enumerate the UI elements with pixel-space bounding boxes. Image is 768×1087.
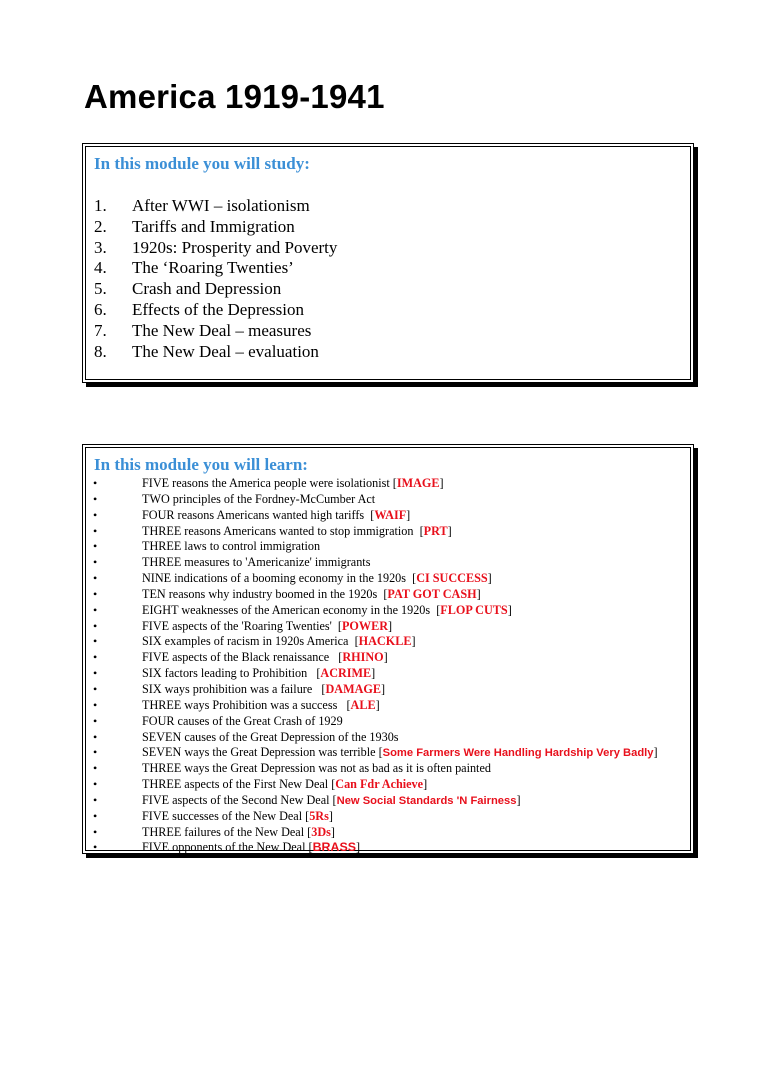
study-box xyxy=(82,143,694,383)
mnemonic-code: IMAGE xyxy=(396,476,440,490)
learn-item xyxy=(90,793,658,809)
learn-item xyxy=(90,476,658,492)
study-item-text: 1920s: Prosperity and Poverty xyxy=(132,237,338,257)
learn-item xyxy=(90,682,658,698)
study-item-text: After WWI – isolationism xyxy=(132,196,310,215)
bracket-close: ] xyxy=(406,507,411,522)
bracket-open: [ xyxy=(412,571,417,586)
bracket-close: ] xyxy=(375,697,380,712)
learn-item-text: THREE ways Prohibition was a success xyxy=(142,697,347,712)
learn-item-text: THREE measures to 'Americanize' immigrants xyxy=(142,555,371,570)
bracket-open: [ xyxy=(337,618,342,633)
study-item-number: 7. xyxy=(94,320,107,340)
bullet-icon: • xyxy=(93,586,98,601)
bracket-close: ] xyxy=(381,681,386,696)
mnemonic-code: PAT GOT CASH xyxy=(387,586,477,601)
study-item-number: 3. xyxy=(94,237,107,257)
learn-item xyxy=(90,825,658,841)
learn-item xyxy=(90,666,658,682)
bullet-icon: • xyxy=(93,681,98,696)
learn-item xyxy=(90,730,658,746)
learn-item xyxy=(90,619,658,635)
bullet-icon: • xyxy=(93,634,98,649)
bullet-icon: • xyxy=(93,602,98,617)
study-item-text: Effects of the Depression xyxy=(132,299,304,319)
study-item xyxy=(94,300,337,321)
mnemonic-code: Can Fdr Achieve xyxy=(335,777,424,792)
learn-item-text: FOUR causes of the Great Crash of 1929 xyxy=(142,713,343,728)
bracket-open: [ xyxy=(370,507,375,522)
bracket-open: [ xyxy=(307,824,312,839)
bracket-close: ] xyxy=(507,602,512,617)
bullet-icon: • xyxy=(93,808,98,823)
learn-item xyxy=(90,587,658,603)
bracket-close: ] xyxy=(423,777,428,792)
learn-box xyxy=(82,444,694,854)
learn-item xyxy=(90,603,658,619)
bracket-open: [ xyxy=(346,697,351,712)
bullet-icon: • xyxy=(93,745,98,760)
study-item-number: 6. xyxy=(94,299,107,319)
bracket-close: ] xyxy=(371,666,376,681)
mnemonic-code: PRT xyxy=(423,523,448,538)
bracket-close: ] xyxy=(447,523,452,538)
learn-item-text: FOUR reasons Americans wanted high tariffs xyxy=(142,507,371,522)
study-item-text: The New Deal – evaluation xyxy=(132,341,319,361)
learn-item xyxy=(90,777,658,793)
bracket-close: ] xyxy=(476,586,481,601)
learn-item xyxy=(90,492,658,508)
learn-item-text: EIGHT weaknesses of the American economy in the 1920s xyxy=(142,602,437,617)
learn-item xyxy=(90,698,658,714)
bracket-close: ] xyxy=(653,745,658,760)
bullet-icon: • xyxy=(93,840,98,855)
learn-item-text: SEVEN ways the Great Depression was terrible xyxy=(142,745,379,760)
learn-item xyxy=(90,650,658,666)
mnemonic-code: WAIF xyxy=(374,507,407,522)
bullet-icon: • xyxy=(93,476,98,490)
bullet-icon: • xyxy=(93,555,98,570)
bracket-open: [ xyxy=(308,840,313,855)
bracket-close: ] xyxy=(487,571,492,586)
bullet-icon: • xyxy=(93,713,98,728)
study-item xyxy=(94,279,337,300)
study-item-number: 2. xyxy=(94,216,107,236)
learn-item xyxy=(90,539,658,555)
study-item xyxy=(94,258,337,279)
learn-item-text: TWO principles of the Fordney-McCumber Act xyxy=(142,491,376,506)
mnemonic-code: New Social Standards 'N Fairness xyxy=(336,794,517,807)
study-item-number: 8. xyxy=(94,341,107,361)
learn-item xyxy=(90,524,658,540)
bullet-icon: • xyxy=(93,618,98,633)
bullet-icon: • xyxy=(93,824,98,839)
bracket-open: [ xyxy=(378,745,383,760)
mnemonic-code: RHINO xyxy=(342,650,384,665)
study-item-text: Crash and Depression xyxy=(132,279,282,299)
learn-item-text: SIX factors leading to Prohibition xyxy=(142,666,317,681)
study-item-text: The New Deal – measures xyxy=(132,320,312,340)
learn-item-text: FIVE opponents of the New Deal xyxy=(142,840,309,855)
bracket-close: ] xyxy=(383,650,388,665)
bracket-open: [ xyxy=(383,586,388,601)
bracket-open: [ xyxy=(305,808,310,823)
bullet-icon: • xyxy=(93,697,98,712)
study-item-text: The ‘Roaring Twenties’ xyxy=(132,258,294,278)
bracket-open: [ xyxy=(392,476,397,490)
learn-item-text: FIVE reasons the America people were isolationist xyxy=(142,476,393,490)
bracket-close: ] xyxy=(516,792,521,807)
bracket-open: [ xyxy=(321,681,326,696)
bullet-icon: • xyxy=(93,777,98,792)
bullet-icon: • xyxy=(93,761,98,776)
learn-item-text: THREE aspects of the First New Deal xyxy=(142,777,332,792)
learn-item-text: THREE laws to control immigration xyxy=(142,539,321,554)
study-item xyxy=(94,321,337,342)
learn-item-text: THREE failures of the New Deal xyxy=(142,824,308,839)
bracket-open: [ xyxy=(316,666,321,681)
mnemonic-code: FLOP CUTS xyxy=(440,602,508,617)
bullet-icon: • xyxy=(93,666,98,681)
bullet-icon: • xyxy=(93,650,98,665)
learn-item-text: FIVE aspects of the Black renaissance xyxy=(142,650,339,665)
mnemonic-code: CI SUCCESS xyxy=(416,571,488,586)
study-item xyxy=(94,217,337,238)
learn-list xyxy=(90,476,658,856)
mnemonic-code: 5Rs xyxy=(309,808,329,823)
learn-item xyxy=(90,745,658,761)
learn-item-text: SEVEN causes of the Great Depression of the 1930s xyxy=(142,729,399,744)
study-list xyxy=(94,196,337,362)
bracket-close: ] xyxy=(330,824,335,839)
study-item-number: 1. xyxy=(94,196,107,215)
bracket-open: [ xyxy=(436,602,441,617)
study-item xyxy=(94,238,337,259)
learn-item xyxy=(90,809,658,825)
learn-item xyxy=(90,508,658,524)
learn-item-text: FIVE aspects of the 'Roaring Twenties' xyxy=(142,618,338,633)
bullet-icon: • xyxy=(93,729,98,744)
mnemonic-code: POWER xyxy=(341,618,389,633)
bullet-icon: • xyxy=(93,507,98,522)
learn-box-heading: In this module you will learn: xyxy=(94,455,308,474)
study-box-heading: In this module you will study: xyxy=(94,154,310,173)
learn-item xyxy=(90,840,658,856)
bracket-open: [ xyxy=(332,792,337,807)
bracket-close: ] xyxy=(411,634,416,649)
learn-item xyxy=(90,761,658,777)
bracket-open: [ xyxy=(338,650,343,665)
study-item-number: 5. xyxy=(94,279,107,299)
learn-item-text: FIVE successes of the New Deal xyxy=(142,808,306,823)
mnemonic-code: DAMAGE xyxy=(325,681,381,696)
learn-item-text: THREE ways the Great Depression was not as bad as it is often painted xyxy=(142,761,491,776)
bracket-close: ] xyxy=(388,618,393,633)
mnemonic-code: ALE xyxy=(350,697,376,712)
mnemonic-code: ACRIME xyxy=(320,666,372,681)
learn-item xyxy=(90,555,658,571)
bullet-icon: • xyxy=(93,523,98,538)
learn-item-text: TEN reasons why industry boomed in the 1920s xyxy=(142,586,384,601)
bracket-open: [ xyxy=(331,777,336,792)
learn-item xyxy=(90,714,658,730)
learn-item xyxy=(90,571,658,587)
learn-item xyxy=(90,634,658,650)
learn-item-text: SIX examples of racism in 1920s America xyxy=(142,634,355,649)
bullet-icon: • xyxy=(93,571,98,586)
bracket-open: [ xyxy=(354,634,359,649)
bullet-icon: • xyxy=(93,539,98,554)
study-item-number: 4. xyxy=(94,258,107,278)
learn-item-text: THREE reasons Americans wanted to stop immigration xyxy=(142,523,420,538)
bracket-close: ] xyxy=(328,808,333,823)
study-item-text: Tariffs and Immigration xyxy=(132,216,295,236)
learn-item-text: NINE indications of a booming economy in the 1920s xyxy=(142,571,413,586)
bracket-close: ] xyxy=(355,840,361,855)
mnemonic-code: BRASS xyxy=(312,840,356,855)
mnemonic-code: Some Farmers Were Handling Hardship Very Badly xyxy=(382,747,654,760)
bracket-close: ] xyxy=(439,476,444,490)
study-item xyxy=(94,342,337,363)
mnemonic-code: 3Ds xyxy=(311,824,331,839)
bracket-open: [ xyxy=(419,523,424,538)
bullet-icon: • xyxy=(93,491,98,506)
page-title: America 1919-1941 xyxy=(84,78,385,115)
bullet-icon: • xyxy=(93,792,98,807)
learn-item-text: FIVE aspects of the Second New Deal xyxy=(142,792,333,807)
study-item xyxy=(94,196,337,217)
mnemonic-code: HACKLE xyxy=(358,634,412,649)
learn-item-text: SIX ways prohibition was a failure xyxy=(142,681,322,696)
